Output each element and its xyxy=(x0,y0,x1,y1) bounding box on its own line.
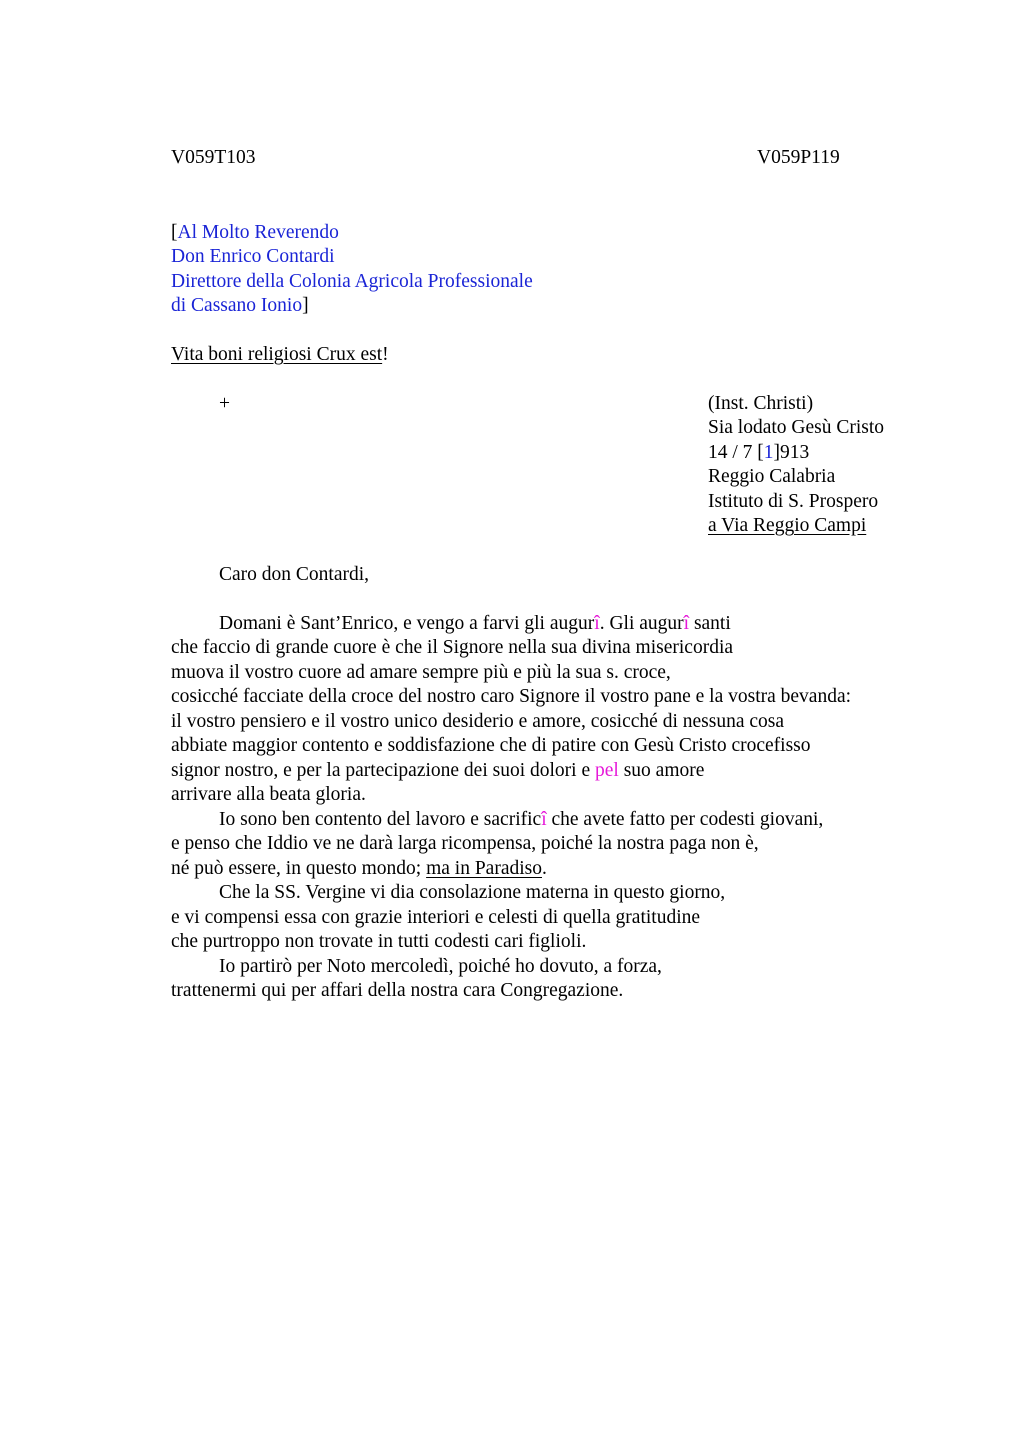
text-run: Io sono ben contento del lavoro e sacrific xyxy=(219,809,542,830)
body-line xyxy=(171,857,547,881)
close-bracket: ] xyxy=(302,295,309,316)
body-line: che purtroppo non trovate in tutti codesti cari figlioli. xyxy=(171,931,587,952)
body-line: muova il vostro cuore ad amare sempre più e più la sua s. croce, xyxy=(171,662,671,683)
salutation: Caro don Contardi, xyxy=(219,564,370,585)
body-line: e vi compensi essa con grazie interiori e celesti di quella gratitudine xyxy=(171,907,701,928)
address-line-1 xyxy=(171,221,339,245)
body-line: abbiate maggior contento e soddisfazione che di patire con Gesù Cristo crocefisso xyxy=(171,735,811,756)
dateline-greeting: Sia lodato Gesù Cristo xyxy=(708,417,885,438)
date-part-editorial: 1 xyxy=(763,442,774,463)
document-code-left: V059T103 xyxy=(171,147,256,168)
body-line xyxy=(171,759,704,783)
text-run: suo amore xyxy=(618,760,705,781)
dateline-city: Reggio Calabria xyxy=(708,466,836,487)
address-recipient-role: Direttore della Colonia Agricola Professionale xyxy=(171,271,533,292)
dateline-date xyxy=(708,441,809,465)
motto-text: Vita boni religiosi Crux est xyxy=(171,344,383,365)
body-line: arrivare alla beata gloria. xyxy=(171,784,366,805)
body-line: trattenermi qui per affari della nostra cara Congregazione. xyxy=(171,980,624,1001)
address-line-4 xyxy=(171,294,309,318)
address-recipient-name: Don Enrico Contardi xyxy=(171,246,335,267)
body-line xyxy=(219,612,731,636)
date-part-2: ]913 xyxy=(773,442,810,463)
date-part-1: 14 / 7 [ xyxy=(708,442,764,463)
text-run: signor nostro, e per la partecipazione dei suoi dolori e xyxy=(171,760,595,781)
body-line: che faccio di grande cuore è che il Signore nella sua divina misericordia xyxy=(171,637,734,658)
body-line: il vostro pensiero e il vostro unico desiderio e amore, cosicché di nessuna cosa xyxy=(171,711,784,732)
text-run: Domani è Sant’Enrico, e vengo a farvi gli augur xyxy=(219,613,595,634)
dateline-street: a Via Reggio Campi xyxy=(708,515,867,536)
motto-punct: ! xyxy=(382,344,389,365)
motto xyxy=(171,343,389,367)
text-run: santi xyxy=(689,613,731,634)
dateline-inst: (Inst. Christi) xyxy=(708,393,814,414)
cross-symbol: + xyxy=(219,393,230,414)
body-line xyxy=(219,808,823,832)
document-code-right: V059P119 xyxy=(757,147,840,168)
body-line: e penso che Iddio ve ne darà larga ricompensa, poiché la nostra paga non è, xyxy=(171,833,759,854)
body-line: cosicché facciate della croce del nostro caro Signore il vostro pane e la vostra bevanda: xyxy=(171,686,852,707)
address-recipient-place: di Cassano Ionio xyxy=(171,295,303,316)
dateline-institute: Istituto di S. Prospero xyxy=(708,491,879,512)
address-recipient-title: Al Molto Reverendo xyxy=(177,222,339,243)
variant-mark: î xyxy=(594,613,600,634)
body-line: Che la SS. Vergine vi dia consolazione materna in questo giorno, xyxy=(219,882,726,903)
text-run: né può essere, in questo mondo; xyxy=(171,858,427,879)
variant-mark: î xyxy=(541,809,547,830)
text-run: . xyxy=(542,858,547,879)
text-run: . Gli augur xyxy=(599,613,684,634)
body-line: Io partirò per Noto mercoledì, poiché ho dovuto, a forza, xyxy=(219,956,662,977)
text-run: che avete fatto per codesti giovani, xyxy=(546,809,824,830)
variant-word: pel xyxy=(595,760,619,781)
underlined-phrase: ma in Paradiso xyxy=(426,858,542,879)
variant-mark: î xyxy=(683,613,690,634)
open-bracket: [ xyxy=(171,222,178,243)
